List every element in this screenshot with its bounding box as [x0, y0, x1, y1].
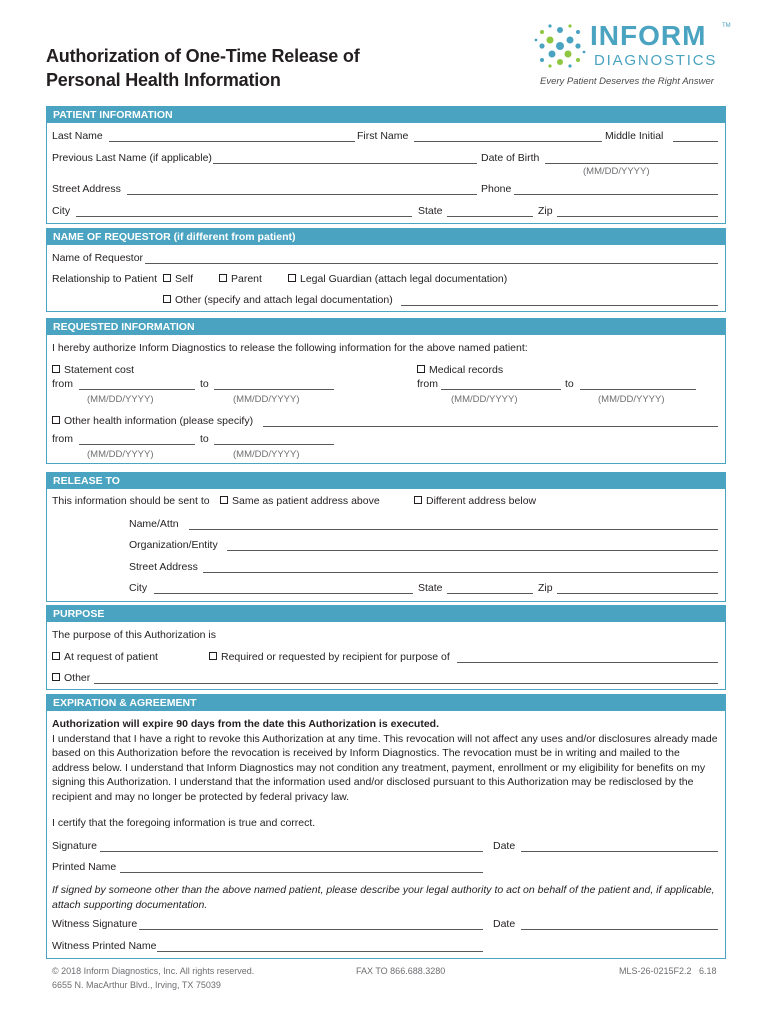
records-from-label: from	[417, 378, 438, 390]
release-zip-label: Zip	[538, 582, 553, 594]
release-state-field[interactable]	[447, 593, 533, 594]
form-title	[46, 44, 360, 92]
relationship-guardian-option[interactable]	[288, 273, 507, 286]
inform-diagnostics-logo	[532, 18, 732, 90]
signature-date-label: Date	[493, 840, 516, 852]
phone-field[interactable]	[514, 194, 718, 195]
patient-information-section	[46, 106, 726, 224]
section-header: PATIENT INFORMATION	[47, 107, 725, 123]
checkbox-icon[interactable]	[209, 652, 217, 660]
signature-date-field[interactable]	[521, 851, 718, 852]
logo-trademark: TM	[722, 23, 731, 29]
date-of-birth-field[interactable]	[545, 163, 718, 164]
checkbox-icon[interactable]	[414, 496, 422, 504]
purpose-other-label: Other	[64, 672, 91, 684]
purpose-intro: The purpose of this Authorization is	[52, 629, 217, 641]
checkbox-icon[interactable]	[220, 496, 228, 504]
release-to-section	[46, 472, 726, 602]
logo-subtitle: DIAGNOSTICS	[594, 52, 718, 69]
medical-records-label: Medical records	[429, 364, 504, 376]
checkbox-icon[interactable]	[288, 274, 296, 282]
last-name-label: Last Name	[52, 130, 103, 142]
checkbox-icon[interactable]	[52, 673, 60, 681]
revocation-terms: I understand that I have a right to revoke this Authorization at any time. This revocation will not affect any uses and/or disclosures already made based on this Authorization before the revocation is received by Inform Diagnostics. The revocation must be in writing and mailed to the address below. I understand that Inform Diagnostics may not condition any treatment, payment, enrollment or my eligibility for benefits on my signing this Authorization. I understand that the information used and/or disclosed pursuant to this Authorization may be redisclosed by the recipient and may no longer be protected by federal privacy law.	[52, 732, 718, 803]
certify-statement: I certify that the foregoing information is true and correct.	[52, 817, 316, 829]
release-street-label: Street Address	[129, 561, 198, 573]
footer-form-code: MLS-26-0215F2.2 6.18	[619, 966, 717, 976]
phone-label: Phone	[481, 183, 512, 195]
purpose-section	[46, 605, 726, 690]
other-to-label: to	[200, 433, 209, 445]
other-to-hint: (MM/DD/YYYY)	[233, 449, 300, 460]
statement-from-label: from	[52, 378, 73, 390]
checkbox-icon[interactable]	[163, 274, 171, 282]
relationship-label: Relationship to Patient	[52, 273, 158, 285]
organization-field[interactable]	[227, 550, 718, 551]
records-from-hint: (MM/DD/YYYY)	[451, 394, 518, 405]
sent-to-label: This information should be sent to	[52, 495, 210, 507]
at-request-option[interactable]	[52, 651, 158, 664]
release-state-label: State	[418, 582, 443, 594]
required-purpose-field[interactable]	[457, 662, 718, 663]
purpose-other-field[interactable]	[94, 683, 718, 684]
organization-label: Organization/Entity	[129, 539, 218, 551]
records-to-field[interactable]	[580, 389, 696, 390]
last-name-field[interactable]	[109, 141, 355, 142]
different-address-label: Different address below	[426, 495, 537, 507]
same-address-option[interactable]	[220, 495, 380, 508]
form-title-line2: Personal Health Information	[46, 70, 281, 90]
checkbox-icon[interactable]	[52, 365, 60, 373]
checkbox-icon[interactable]	[163, 295, 171, 303]
checkbox-icon[interactable]	[52, 416, 60, 424]
name-attn-field[interactable]	[189, 529, 718, 530]
checkbox-icon[interactable]	[52, 652, 60, 660]
witness-date-field[interactable]	[521, 929, 718, 930]
section-header: NAME OF REQUESTOR (if different from patient)	[47, 229, 725, 245]
checkbox-icon[interactable]	[219, 274, 227, 282]
release-zip-field[interactable]	[557, 593, 718, 594]
expiration-agreement-section	[46, 694, 726, 959]
first-name-label: First Name	[357, 130, 409, 142]
previous-last-name-label: Previous Last Name (if applicable)	[52, 152, 212, 164]
relationship-other-field[interactable]	[401, 305, 718, 306]
legal-authority-note: If signed by someone other than the above named patient, please describe your legal authority to act on behalf of the patient and, if applicable, attach supporting documentation.	[52, 884, 715, 911]
guardian-label: Legal Guardian (attach legal documentation)	[300, 273, 508, 285]
other-health-field[interactable]	[263, 426, 718, 427]
statement-cost-option[interactable]	[52, 364, 134, 377]
printed-name-field[interactable]	[120, 872, 483, 873]
signature-field[interactable]	[100, 851, 483, 852]
medical-records-option[interactable]	[417, 364, 503, 377]
self-label: Self	[175, 273, 194, 285]
state-field[interactable]	[447, 216, 533, 217]
zip-label: Zip	[538, 205, 553, 217]
requestor-name-label: Name of Requestor	[52, 252, 144, 264]
witness-date-label: Date	[493, 918, 516, 930]
section-header: REQUESTED INFORMATION	[47, 319, 725, 335]
statement-to-hint: (MM/DD/YYYY)	[233, 394, 300, 405]
other-label: Other (specify and attach legal documentation)	[175, 294, 393, 306]
statement-from-field[interactable]	[79, 389, 195, 390]
statement-from-hint: (MM/DD/YYYY)	[87, 394, 154, 405]
footer-fax: FAX TO 866.688.3280	[356, 966, 446, 976]
release-city-field[interactable]	[154, 593, 413, 594]
middle-initial-label: Middle Initial	[605, 130, 664, 142]
section-header: EXPIRATION & AGREEMENT	[47, 695, 725, 711]
witness-printed-name-field[interactable]	[157, 951, 483, 952]
records-to-label: to	[565, 378, 574, 390]
footer-copyright: © 2018 Inform Diagnostics, Inc. All rights reserved.	[52, 966, 255, 976]
other-from-label: from	[52, 433, 73, 445]
requested-information-section	[46, 318, 726, 464]
street-address-field[interactable]	[127, 194, 477, 195]
other-from-field[interactable]	[79, 444, 195, 445]
expiration-notice: Authorization will expire 90 days from the date this Authorization is executed.	[52, 718, 440, 730]
street-address-label: Street Address	[52, 183, 121, 195]
name-attn-label: Name/Attn	[129, 518, 179, 530]
signature-label: Signature	[52, 840, 97, 852]
at-request-label: At request of patient	[64, 651, 158, 663]
city-field[interactable]	[76, 216, 412, 217]
witness-printed-name-label: Witness Printed Name	[52, 940, 157, 952]
form-title-line1: Authorization of One-Time Release of	[46, 46, 360, 66]
other-health-label: Other health information (please specify)	[64, 415, 254, 427]
requestor-name-field[interactable]	[145, 263, 718, 264]
other-from-hint: (MM/DD/YYYY)	[87, 449, 154, 460]
relationship-parent-option[interactable]	[219, 273, 262, 286]
relationship-other-option[interactable]	[163, 294, 393, 307]
purpose-other-option[interactable]	[52, 672, 90, 685]
first-name-field[interactable]	[414, 141, 602, 142]
footer-address: 6655 N. MacArthur Blvd., Irving, TX 75039	[52, 980, 221, 990]
section-header: PURPOSE	[47, 606, 725, 622]
other-health-option[interactable]	[52, 415, 253, 428]
release-street-field[interactable]	[203, 572, 718, 573]
requested-intro: I hereby authorize Inform Diagnostics to release the following information for the above named patient:	[52, 342, 528, 354]
middle-initial-field[interactable]	[673, 141, 718, 142]
requestor-section	[46, 228, 726, 312]
records-to-hint: (MM/DD/YYYY)	[598, 394, 665, 405]
required-label: Required or requested by recipient for purpose of	[221, 651, 450, 663]
section-header: RELEASE TO	[47, 473, 725, 489]
parent-label: Parent	[231, 273, 262, 285]
agreement-text	[52, 717, 720, 804]
state-label: State	[418, 205, 443, 217]
witness-signature-label: Witness Signature	[52, 918, 138, 930]
statement-cost-label: Statement cost	[64, 364, 135, 376]
dob-format-hint: (MM/DD/YYYY)	[583, 166, 650, 177]
other-to-field[interactable]	[214, 444, 334, 445]
relationship-self-option[interactable]	[163, 273, 193, 286]
statement-to-label: to	[200, 378, 209, 390]
records-from-field[interactable]	[441, 389, 561, 390]
city-label: City	[52, 205, 71, 217]
same-address-label: Same as patient address above	[232, 495, 380, 507]
logo-tagline: Every Patient Deserves the Right Answer	[540, 76, 714, 87]
logo-word: INFORM	[590, 20, 707, 51]
required-option[interactable]	[209, 651, 450, 664]
date-of-birth-label: Date of Birth	[481, 152, 540, 164]
zip-field[interactable]	[557, 216, 718, 217]
different-address-option[interactable]	[414, 495, 536, 508]
molecule-logo-icon	[534, 22, 586, 70]
previous-last-name-field[interactable]	[213, 163, 477, 164]
statement-to-field[interactable]	[214, 389, 334, 390]
checkbox-icon[interactable]	[417, 365, 425, 373]
release-city-label: City	[129, 582, 148, 594]
printed-name-label: Printed Name	[52, 861, 117, 873]
witness-signature-field[interactable]	[139, 929, 483, 930]
